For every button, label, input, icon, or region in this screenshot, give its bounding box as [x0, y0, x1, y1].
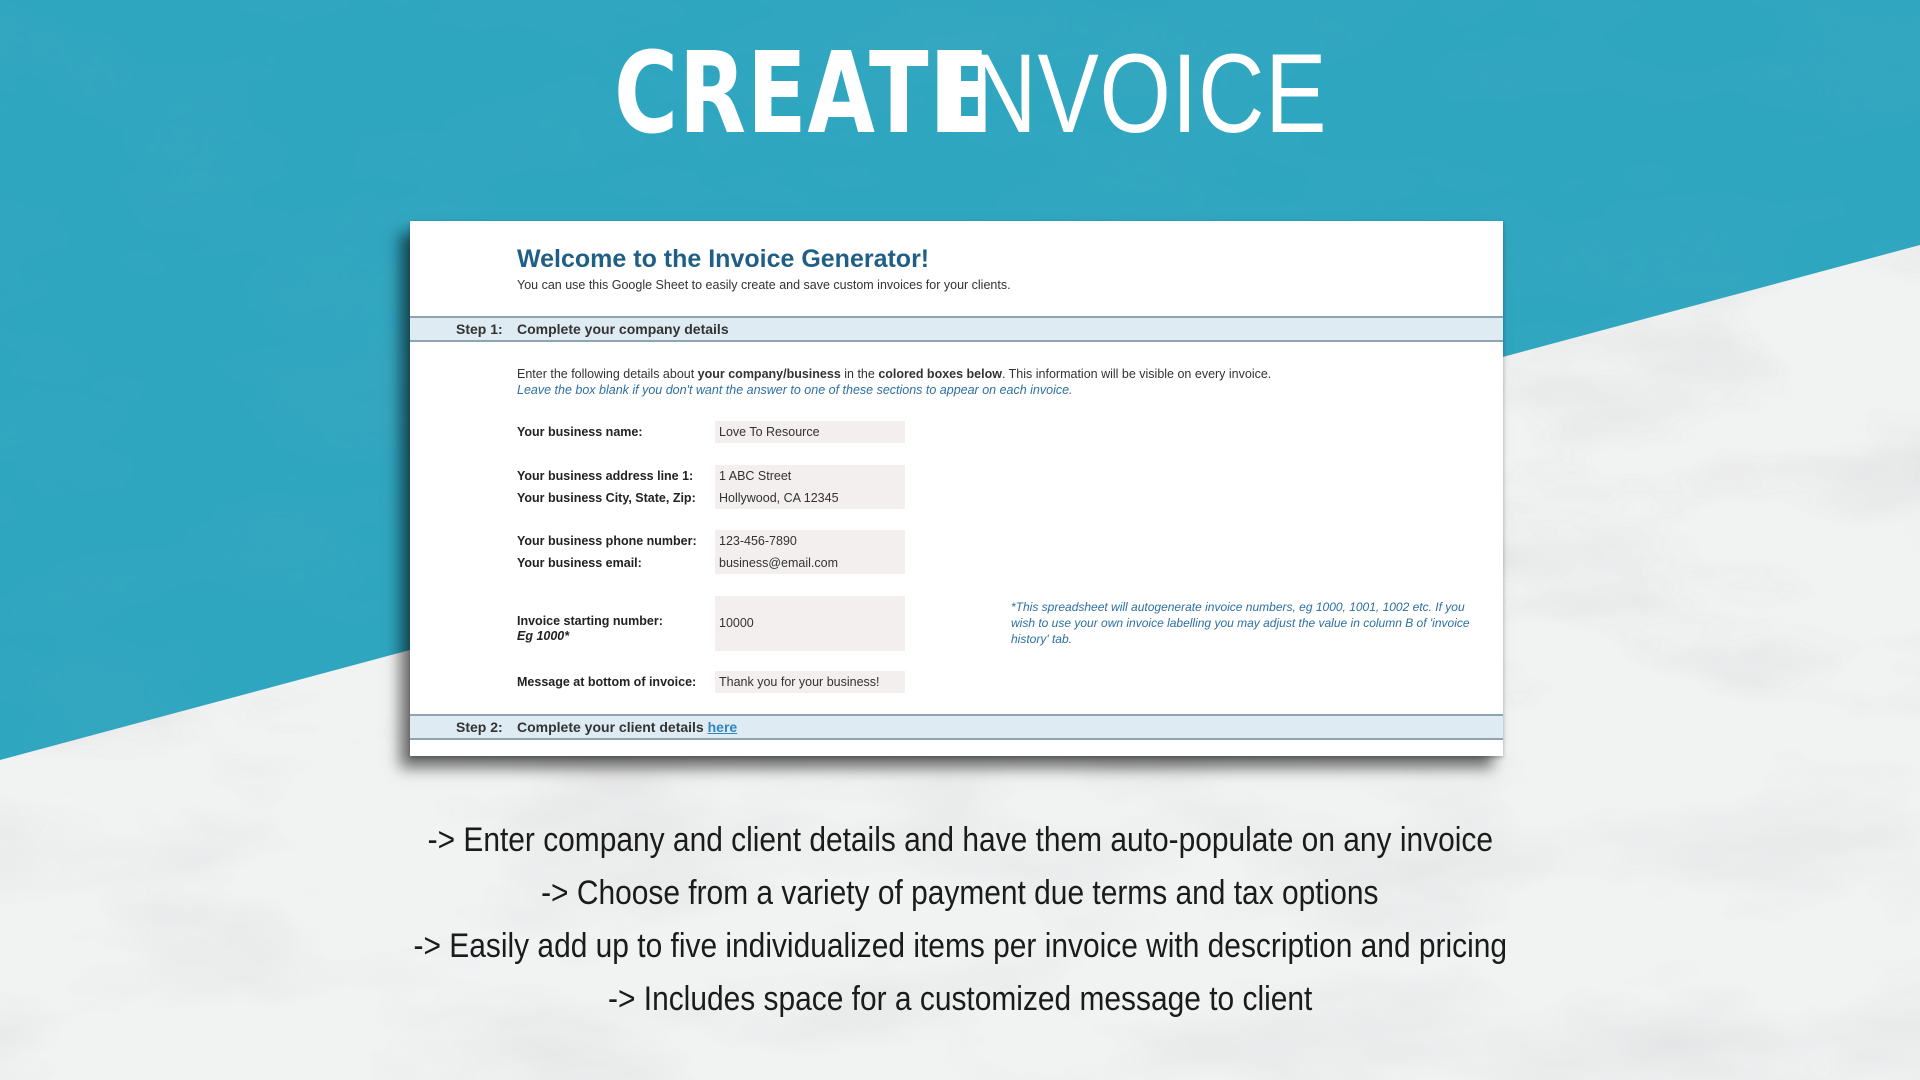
client-details-link[interactable]: here [707, 719, 738, 735]
business-name-label: Your business name: [517, 425, 643, 439]
title-light: INVOICE [944, 31, 1328, 156]
feature-text: -> Easily add up to five individualized items per invoice with description and pricing [413, 927, 1507, 965]
address1-label: Your business address line 1: [517, 469, 694, 483]
page-title [0, 29, 1920, 159]
step1-text: Complete your company details [517, 321, 729, 337]
step2-label: Step 2: [456, 719, 503, 735]
feature-text: -> Includes space for a customized message to client [607, 980, 1313, 1018]
intro-text-a: Enter the following details about [517, 367, 698, 381]
instructions-line2: Leave the box blank if you don't want the answer to one of these sections to appear on each invoice. [517, 383, 1073, 397]
step1-label: Step 1: [456, 321, 503, 337]
email-field[interactable]: business@email.com [719, 556, 838, 570]
feature-item [0, 973, 1920, 1026]
feature-list [0, 814, 1920, 1026]
feature-item [0, 867, 1920, 920]
step2-bar [410, 714, 1503, 740]
feature-text: -> Enter company and client details and have them auto-populate on any invoice [427, 821, 1493, 859]
intro-text-c: in the [840, 367, 879, 381]
intro-text-b: your company/business [697, 367, 841, 381]
invoice-start-field[interactable]: 10000 [719, 616, 754, 630]
instructions-line1 [517, 366, 1271, 382]
welcome-heading: Welcome to the Invoice Generator! [517, 245, 930, 273]
intro-text-e: . This information will be visible on every invoice. [1001, 367, 1272, 381]
step1-bar [410, 316, 1503, 342]
phone-field[interactable]: 123-456-7890 [719, 534, 797, 548]
business-name-field[interactable]: Love To Resource [715, 421, 905, 443]
title-bold: CREATE [614, 29, 991, 159]
step1-instructions [517, 366, 1271, 398]
phone-label: Your business phone number: [517, 534, 697, 548]
invoice-start-label: Invoice starting number: [517, 614, 663, 628]
invoice-generator-screenshot [410, 221, 1503, 756]
invoice-start-hint: Eg 1000* [517, 629, 570, 643]
city-field[interactable]: Hollywood, CA 12345 [719, 491, 839, 505]
feature-item [0, 814, 1920, 867]
email-label: Your business email: [517, 556, 642, 570]
feature-text: -> Choose from a variety of payment due terms and tax options [541, 874, 1379, 912]
address1-field[interactable]: 1 ABC Street [719, 469, 792, 483]
city-label: Your business City, State, Zip: [517, 491, 696, 505]
message-field[interactable]: Thank you for your business! [715, 671, 905, 693]
step2-text-group [517, 716, 737, 738]
step2-text: Complete your client details [517, 719, 708, 735]
message-label: Message at bottom of invoice: [517, 675, 697, 689]
feature-item [0, 920, 1920, 973]
intro-text-d: colored boxes below [878, 367, 1002, 381]
welcome-subtitle: You can use this Google Sheet to easily create and save custom invoices for your clients. [517, 278, 1011, 292]
invoice-start-label-group [517, 613, 663, 643]
invoice-number-footnote: *This spreadsheet will autogenerate invoice numbers, eg 1000, 1001, 1002 etc. If you wish to use your own invoice labelling you may adjust the value in column B of 'invoice history' tab. [1011, 600, 1470, 646]
